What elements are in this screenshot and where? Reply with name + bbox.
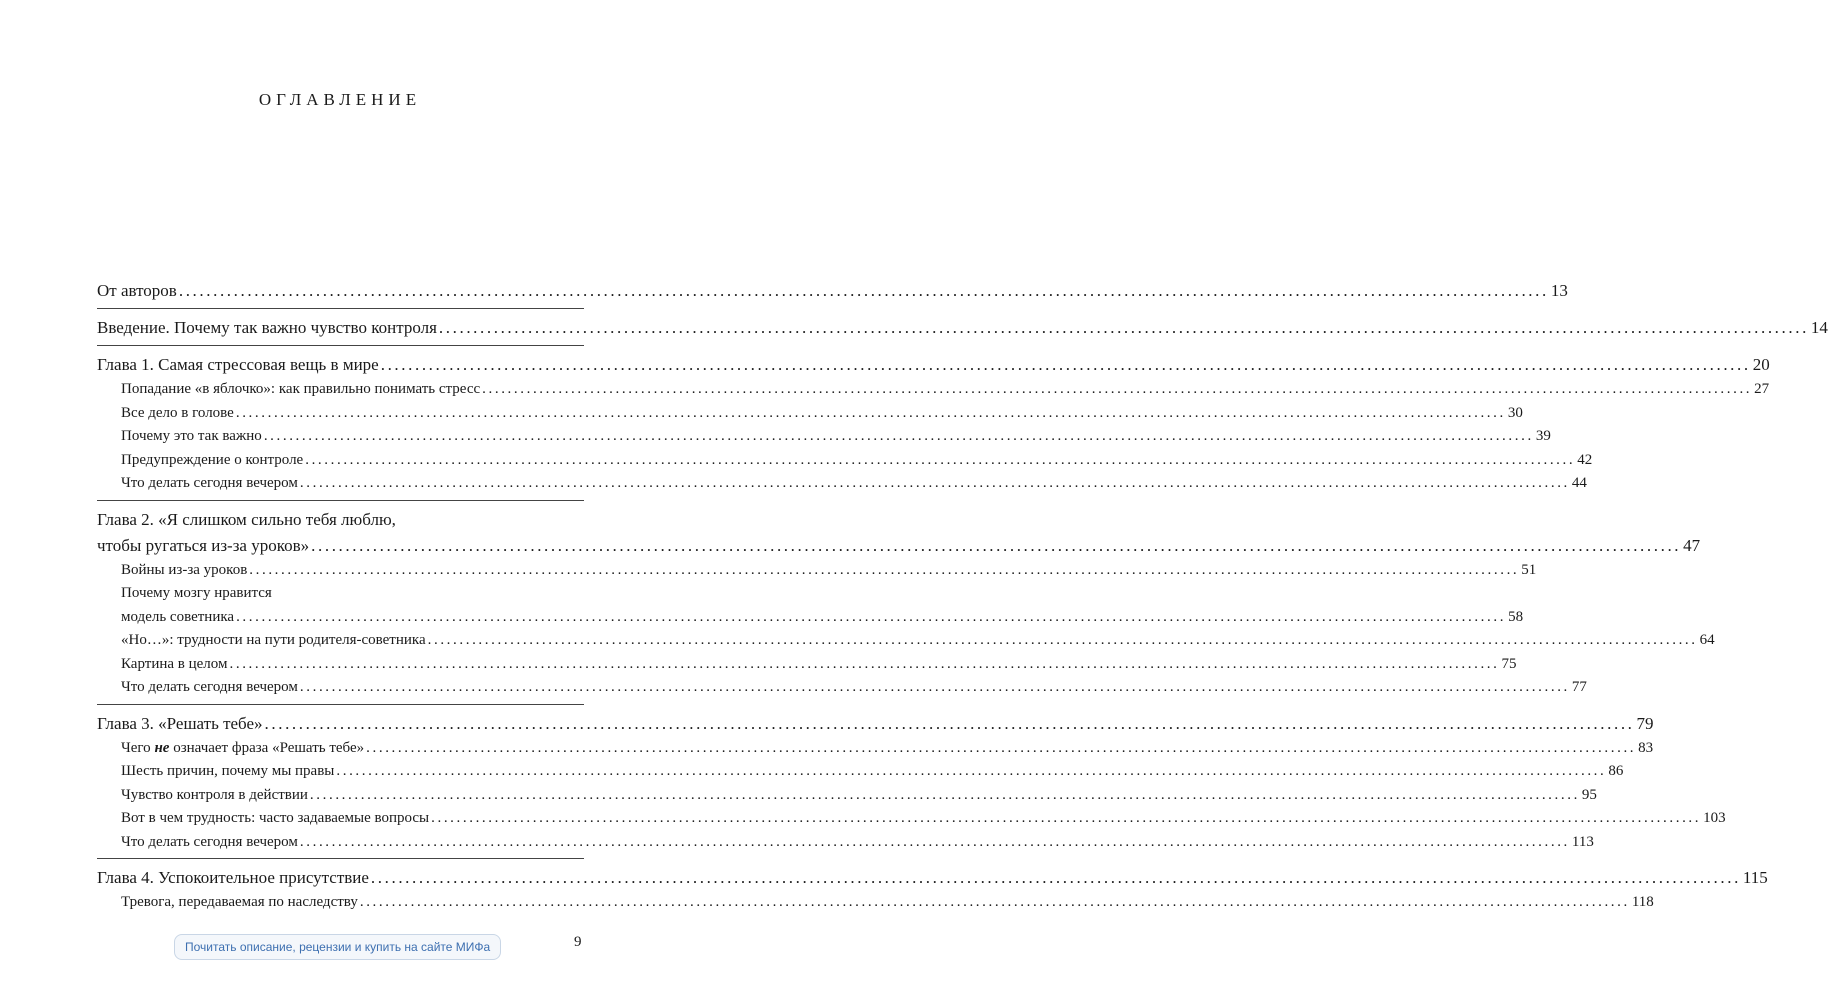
toc-entry-title: чтобы ругаться из-за уроков»: [97, 535, 310, 555]
dot-leader: ........................................................................................................................................................................................................: [431, 810, 1702, 826]
toc-chapter-4[interactable]: [97, 865, 1768, 891]
toc-subentry[interactable]: [97, 760, 1624, 784]
dot-leader: ........................................................................................................................................................................................................: [299, 679, 1570, 695]
toc-entry-title: Глава 1. Самая стрессовая вещь в мире: [97, 355, 379, 374]
dot-leader: ........................................................................................................................................................................................................: [235, 404, 1506, 421]
toc-chapter-3[interactable]: [97, 711, 1654, 737]
divider: [97, 858, 584, 859]
title-part: означает фраза «Решать тебе»: [169, 739, 365, 756]
toc-subentry[interactable]: [97, 891, 1654, 915]
toc-page-number: 79: [1636, 713, 1654, 733]
divider: [97, 308, 584, 309]
toc-page-number: 42: [1577, 451, 1593, 468]
divider: [97, 704, 584, 705]
dot-leader: ........................................................................................................................................................................................................: [264, 713, 1635, 733]
dot-leader: ........................................................................................................................................................................................................: [380, 355, 1751, 374]
dot-leader: ........................................................................................................................................................................................................: [178, 281, 1549, 300]
toc-entry-title: [121, 737, 364, 761]
toc-subentry[interactable]: [97, 653, 1517, 677]
toc-subentry[interactable]: [97, 831, 1594, 855]
dot-leader: ........................................................................................................................................................................................................: [229, 655, 1500, 672]
toc-subentry[interactable]: [97, 807, 1726, 831]
toc-entry-title: Что делать сегодня вечером: [121, 679, 298, 695]
toc-entry-from-authors[interactable]: [97, 278, 1568, 304]
toc-entry-title: Почему это так важно: [121, 428, 262, 444]
toc-entry-title: Картина в целом: [121, 655, 228, 672]
dot-leader: ........................................................................................................................................................................................................: [299, 475, 1570, 491]
toc-entry-title: От авторов: [97, 281, 177, 300]
dot-leader: ........................................................................................................................................................................................................: [305, 451, 1576, 468]
toc-entry-title: Все дело в голове: [121, 404, 234, 421]
toc-page-number: 47: [1683, 535, 1701, 555]
dot-leader: ........................................................................................................................................................................................................: [299, 833, 1570, 850]
toc-subentry[interactable]: [97, 784, 1597, 808]
toc-entry-title: Глава 3. «Решать тебе»: [97, 713, 263, 733]
dot-leader: ........................................................................................................................................................................................................: [309, 786, 1580, 803]
title-part: Чего: [121, 739, 155, 756]
toc-chapter-2-line-1[interactable]: Глава 2. «Я слишком сильно тебя люблю,: [97, 509, 396, 529]
emphasis-text: не: [154, 739, 170, 756]
dot-leader: ........................................................................................................................................................................................................: [263, 428, 1534, 444]
toc-page-number: 44: [1571, 475, 1587, 491]
toc-page-number: 39: [1535, 428, 1551, 444]
toc-subentry[interactable]: [97, 676, 1587, 700]
toc-chapter-2[interactable]: [97, 533, 1701, 559]
toc-page-number: 86: [1608, 763, 1624, 779]
toc-page-number: 51: [1521, 561, 1537, 578]
toc-page-number: 13: [1550, 281, 1568, 300]
dot-leader: ........................................................................................................................................................................................................: [482, 381, 1753, 397]
dot-leader: ........................................................................................................................................................................................................: [311, 535, 1682, 555]
toc-page-number: 113: [1571, 833, 1594, 850]
toc-subentry[interactable]: [97, 737, 1654, 761]
toc-entry-title: Что делать сегодня вечером: [121, 833, 298, 850]
toc-chapter-1[interactable]: [97, 352, 1770, 378]
dot-leader: ........................................................................................................................................................................................................: [370, 868, 1741, 887]
toc-subentry[interactable]: [97, 559, 1537, 583]
toc-page-number: 118: [1631, 894, 1654, 910]
toc-subentry[interactable]: [97, 629, 1715, 653]
toc-page-number: 20: [1752, 355, 1770, 374]
toc-page-number: 115: [1742, 868, 1768, 887]
page-number: 9: [574, 934, 582, 950]
dot-leader: ........................................................................................................................................................................................................: [336, 763, 1607, 779]
toc-subentry[interactable]: [97, 402, 1523, 426]
toc-page-number: 75: [1501, 655, 1517, 672]
dot-leader: ........................................................................................................................................................................................................: [366, 739, 1637, 756]
toc-page-number: 58: [1508, 608, 1524, 625]
toc-entry-title: Шесть причин, почему мы правы: [121, 763, 335, 779]
toc-entry-title: «Но…»: трудности на пути родителя-советника: [121, 632, 426, 648]
dot-leader: ........................................................................................................................................................................................................: [249, 561, 1520, 578]
toc-page-number: 27: [1754, 381, 1770, 397]
divider: [97, 500, 584, 501]
toc-entry-title: Тревога, передаваемая по наследству: [121, 894, 358, 910]
toc-page-number: 77: [1571, 679, 1587, 695]
page-heading: ОГЛАВЛЕНИЕ: [258, 90, 422, 109]
dot-leader: ........................................................................................................................................................................................................: [427, 632, 1698, 648]
toc-entry-title: Войны из-за уроков: [121, 561, 248, 578]
toc-subentry[interactable]: [97, 606, 1524, 630]
toc-entry-title: Вот в чем трудность: часто задаваемые вопросы: [121, 810, 430, 826]
toc-entry-title: Введение. Почему так важно чувство контроля: [97, 318, 437, 337]
toc-entry-title: Что делать сегодня вечером: [121, 475, 298, 491]
toc-page-number: 14: [1810, 318, 1828, 337]
dot-leader: ........................................................................................................................................................................................................: [236, 608, 1507, 625]
toc-subentry[interactable]: [97, 449, 1593, 473]
table-of-contents: [97, 278, 1828, 915]
toc-entry-title: Попадание «в яблочко»: как правильно понимать стресс: [121, 381, 481, 397]
toc-subentry[interactable]: [97, 425, 1551, 449]
toc-page-number: 103: [1703, 810, 1726, 826]
toc-entry-title: Чувство контроля в действии: [121, 786, 308, 803]
toc-subentry[interactable]: [97, 472, 1587, 496]
divider: [97, 345, 584, 346]
toc-page-number: 30: [1507, 404, 1523, 421]
promo-link[interactable]: Почитать описание, рецензии и купить на сайте МИФа: [174, 934, 501, 960]
toc-page-number: 83: [1638, 739, 1654, 756]
toc-page-number: 64: [1699, 632, 1715, 648]
toc-entry-title: Глава 4. Успокоительное присутствие: [97, 868, 369, 887]
toc-page-number: 95: [1581, 786, 1597, 803]
toc-entry-introduction[interactable]: [97, 315, 1828, 341]
toc-entry-title: Предупреждение о контроле: [121, 451, 304, 468]
dot-leader: ........................................................................................................................................................................................................: [359, 894, 1630, 910]
dot-leader: ........................................................................................................................................................................................................: [438, 318, 1809, 337]
toc-subentry-line-1[interactable]: Почему мозгу нравится: [121, 585, 272, 601]
toc-subentry[interactable]: [97, 378, 1770, 402]
toc-entry-title: модель советника: [121, 608, 235, 625]
